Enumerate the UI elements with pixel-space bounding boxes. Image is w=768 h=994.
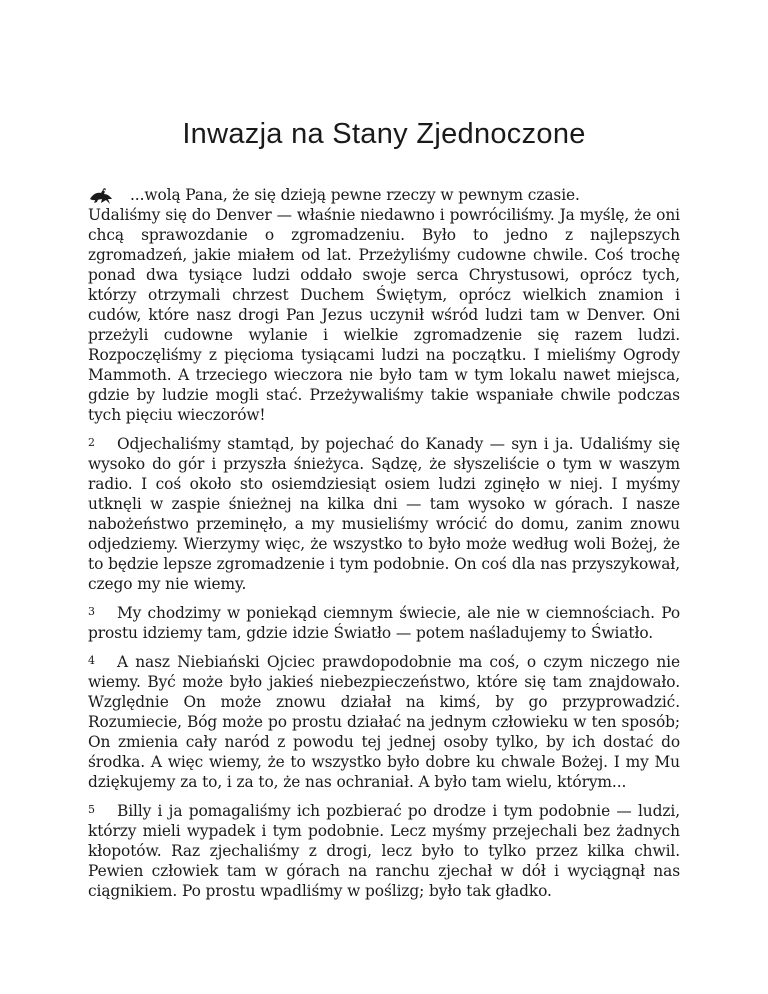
paragraph-number: 3 xyxy=(88,605,95,618)
paragraph-2 xyxy=(88,433,680,594)
paragraph-1 xyxy=(88,185,680,425)
paragraph-4 xyxy=(88,651,680,792)
page xyxy=(88,0,680,909)
paragraph-number: 4 xyxy=(88,654,95,667)
paragraph-5 xyxy=(88,800,680,901)
page-title: Inwazja na Stany Zjednoczone xyxy=(182,118,586,150)
paragraph-text: Odjechaliśmy stamtąd, by pojechać do Kanady — syn i ja. Udaliśmy się wysoko do gór i przyszła śnieżyca. Sądzę, że słyszeliście o tym w waszym radio. I coś około sto osiemdziesiąt osiem ludzi zginęło w niej. I myśmy utknęli w zaspie śnieżnej na kilka dni — tam wysoko w górach. I nasze nabożeństwo przeminęło, a my musieliśmy wrócić do domu, zanim znowu odjedziemy. Wierzymy więc, że wszystko to było może według woli Bożej, że to będzie lepsze zgromadzenie i tym podobnie. On coś dla nas przyszykował, czego my nie wiemy. xyxy=(88,435,680,593)
paragraph-text: Billy i ja pomagaliśmy ich pozbierać po drodze i tym podobnie — ludzi, którzy mieli wypadek i tym podobnie. Lecz myśmy przejechali bez żadnych kłopotów. Raz zjechaliśmy z drogi, lecz było to tylko przez kilka chwil. Pewien człowiek tam w górach na ranchu zjechał w dół i wyciągnął nas ciągnikiem. Po prostu wpadliśmy w poślizg; było tak gładko. xyxy=(88,802,680,900)
paragraph-number: 5 xyxy=(88,803,95,816)
paragraph-3 xyxy=(88,602,680,643)
paragraph-text: Udaliśmy się do Denver — właśnie niedawno i powróciliśmy. Ja myślę, że oni chcą sprawozdanie o zgromadzeniu. Było to jedno z najlepszych zgromadzeń, jakie miałem od lat. Przeżyliśmy cudowne chwile. Coś trochę ponad dwa tysiące ludzi oddało swoje serca Chrystusowi, oprócz tych, którzy otrzymali chrzest Duchem Świętym, oprócz wielkich znamion i cudów, które nasz drogi Pan Jezus uczynił wśród ludzi tam w Denver. Oni przeżyli cudowne wylanie i wielkie zgromadzenie się razem ludzi. Rozpoczęliśmy z pięcioma tysiącami ludzi na początku. I mieliśmy Ogrody Mammoth. A trzeciego wieczora nie było tam w tym lokalu nawet miejsca, gdzie by ludzie mogli stać. Przeżywaliśmy takie wspaniałe chwile podczas tych pięciu wieczorów! xyxy=(88,206,680,424)
body-text xyxy=(88,185,680,901)
paragraph-opening: ...wolą Pana, że się dzieją pewne rzeczy w pewnym czasie. xyxy=(130,186,580,204)
paragraph-text: A nasz Niebiański Ojciec prawdopodobnie ma coś, o czym niczego nie wiemy. Być może było jakieś niebezpieczeństwo, które się tam znajdowało. Względnie On może znowu działał na kimś, by go przyprowadzić. Rozumiecie, Bóg może po prostu działać na jednym człowieku w ten sposób; On zmienia cały naród z powodu tej jednej osoby tylko, by ich dostać do środka. A więc wiemy, że to wszystko było dobre ku chwale Bożej. I my Mu dziękujemy za to, i za to, że nas ochraniał. A było tam wielu, którym... xyxy=(88,653,680,791)
paragraph-number: 2 xyxy=(88,436,95,449)
dove-icon xyxy=(88,185,114,207)
paragraph-text: My chodzimy w poniekąd ciemnym świecie, ale nie w ciemnościach. Po prostu idziemy tam, gdzie idzie Światło — potem naśladujemy to Światło. xyxy=(88,604,680,642)
